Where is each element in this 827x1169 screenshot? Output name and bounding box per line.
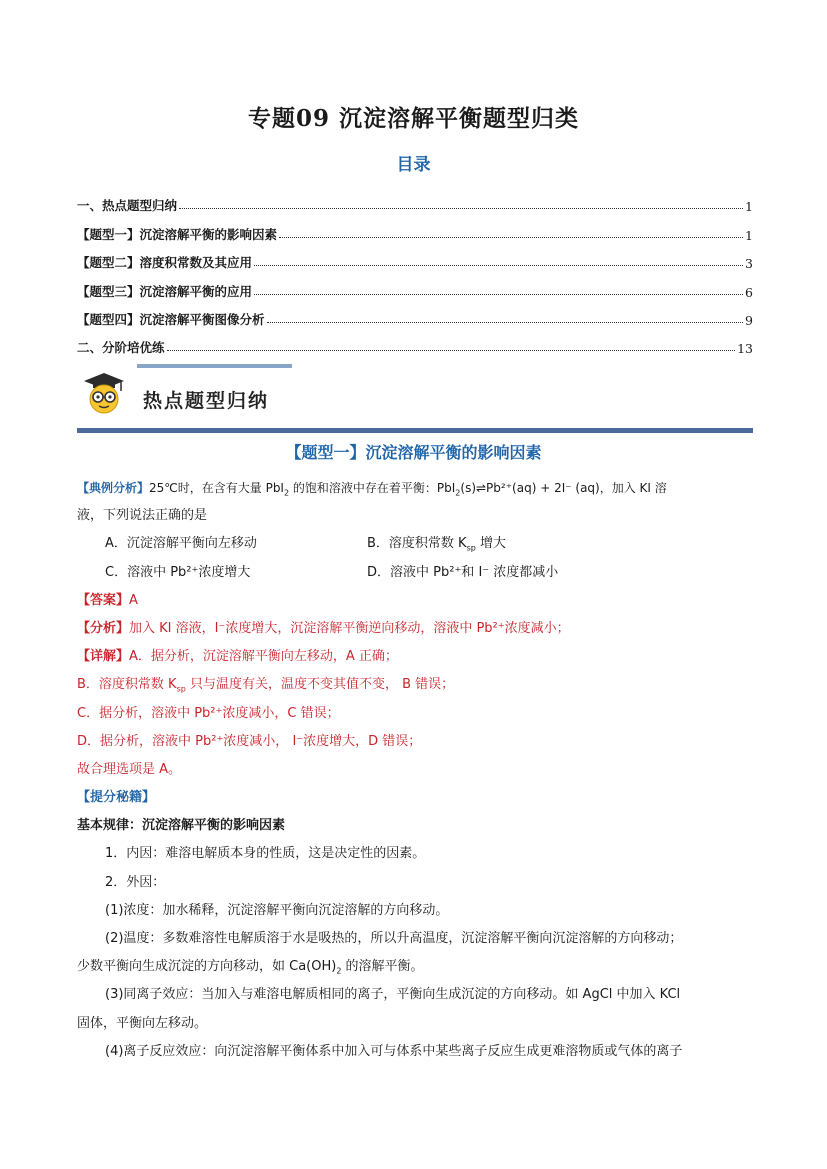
detail-conclusion: 故合理选项是 A。 (77, 761, 182, 777)
toc-entry[interactable] (77, 271, 753, 299)
banner-bottom-rule (77, 428, 753, 433)
detail-b-tail: 只与温度有关，温度不变其值不变， B 错误； (185, 677, 455, 693)
toc-entry-text: 一、热点题型归纳 (77, 198, 178, 214)
tips-rule: 基本规律：沉淀溶解平衡的影响因素 (77, 818, 286, 834)
answer-line (77, 587, 753, 615)
question-text-2: 的饱和溶液中存在着平衡：PbI (289, 481, 456, 495)
detail-a: A．据分析，沉淀溶解平衡向左移动，A 正确； (129, 649, 398, 665)
tips-line-6: (3)同离子效应：当加入与难溶电解质相同的离子，平衡向生成沉淀的方向移动。如 AgCl 中加入 KCl (105, 987, 681, 1003)
answer-tag: 【答案】 (77, 592, 130, 608)
subscript: 2 (455, 488, 461, 498)
analysis-line (77, 615, 753, 643)
analysis-tag: 【分析】 (77, 620, 130, 636)
toc-entry[interactable] (77, 300, 753, 328)
toc-entry[interactable] (77, 328, 753, 356)
question-line-1 (77, 474, 753, 502)
toc-entry-page: 9 (745, 312, 753, 328)
toc-entry-text: 二、分阶培优练 (77, 340, 165, 356)
toc-leader (254, 265, 743, 266)
option-b[interactable] (367, 536, 506, 551)
section-banner (77, 364, 753, 436)
toc-leader (254, 294, 743, 295)
detail-tag: 【详解】 (77, 649, 130, 665)
tips-line-5-text: 少数平衡向生成沉淀的方向移动，如 Ca(OH) (77, 959, 337, 975)
toc-entry-page: 1 (745, 199, 753, 215)
tips-line-2: 2．外因： (105, 874, 166, 890)
detail-line-a (77, 643, 753, 671)
document-title: 专题09 沉淀溶解平衡题型归类 (247, 105, 579, 132)
toc-entry[interactable] (77, 214, 753, 242)
question-line-2: 液，下列说法正确的是 (77, 508, 208, 524)
answer-value: A (129, 592, 138, 608)
subscript: 2 (336, 966, 342, 976)
tips-line-8: (4)离子反应效应：向沉淀溶解平衡体系中加入可与体系中某些离子反应生成更难溶物质或气体的离子 (105, 1043, 683, 1059)
option-b-text: B．溶度积常数 K (367, 536, 467, 552)
subscript: sp (466, 543, 476, 553)
option-b-tail: 增大 (475, 536, 506, 552)
tips-line-5-tail: 的溶解平衡。 (341, 959, 424, 975)
toc-heading: 目录 (396, 155, 431, 175)
example-tag: 【典例分析】 (77, 481, 150, 495)
tips-line-3: (1)浓度：加水稀释，沉淀溶解平衡向沉淀溶解的方向移动。 (105, 902, 449, 918)
table-of-contents (77, 186, 753, 356)
detail-line-c: C．据分析，溶液中 Pb²⁺浓度减小，C 错误； (77, 705, 340, 721)
detail-b-text: B．溶度积常数 K (77, 677, 177, 693)
banner-top-rule (137, 364, 292, 368)
detail-line-b (77, 671, 753, 699)
toc-leader (267, 322, 744, 323)
toc-entry-text: 【题型三】沉淀溶解平衡的应用 (77, 283, 253, 299)
example-body (77, 474, 753, 1066)
toc-leader (179, 208, 743, 209)
toc-entry-page: 6 (745, 284, 753, 300)
tips-line-1: 1．内因：难溶电解质本身的性质，这是决定性的因素。 (105, 846, 426, 862)
banner-label: 热点题型归纳 (143, 390, 270, 412)
section-title: 【题型一】沉淀溶解平衡的影响因素 (285, 443, 542, 462)
detail-line-d: D．据分析，溶液中 Pb²⁺浓度减小， I⁻浓度增大，D 错误； (77, 733, 422, 749)
tips-line-7: 固体，平衡向左移动。 (77, 1015, 208, 1031)
toc-entry-text: 【题型四】沉淀溶解平衡图像分析 (77, 311, 265, 327)
toc-entry-page: 1 (745, 227, 753, 243)
graduate-emoji-icon (81, 370, 127, 416)
option-c[interactable]: C．溶液中 Pb²⁺浓度增大 (105, 564, 251, 580)
option-a[interactable]: A．沉淀溶解平衡向左移动 (105, 536, 257, 552)
subscript: 2 (283, 488, 290, 498)
toc-entry-text: 【题型二】溶度积常数及其应用 (77, 255, 253, 271)
option-d[interactable]: D．溶液中 Pb²⁺和 I⁻ 浓度都减小 (367, 564, 559, 580)
toc-entry[interactable] (77, 186, 753, 214)
toc-entry-page: 13 (737, 341, 753, 357)
options-row-1 (77, 530, 753, 558)
toc-leader (279, 237, 743, 238)
tips-tag: 【提分秘籍】 (77, 790, 156, 806)
question-text-1: 25℃时，在含有大量 PbI (149, 481, 284, 495)
options-row-2 (77, 559, 753, 587)
tips-line-4: (2)温度：多数难溶性电解质溶于水是吸热的，所以升高温度，沉淀溶解平衡向沉淀溶解的方向移动； (105, 931, 683, 946)
toc-entry-page: 3 (745, 256, 753, 272)
question-text-3: (s)⇌Pb²⁺(aq) + 2I⁻ (aq)，加入 KI 溶 (460, 481, 667, 495)
toc-entry[interactable] (77, 243, 753, 271)
tips-line-5 (77, 953, 753, 981)
subscript: sp (176, 684, 186, 694)
toc-leader (167, 350, 736, 351)
analysis-text: 加入 KI 溶液，I⁻浓度增大，沉淀溶解平衡逆向移动，溶液中 Pb²⁺浓度减小； (129, 620, 570, 636)
toc-entry-text: 【题型一】沉淀溶解平衡的影响因素 (77, 226, 278, 242)
